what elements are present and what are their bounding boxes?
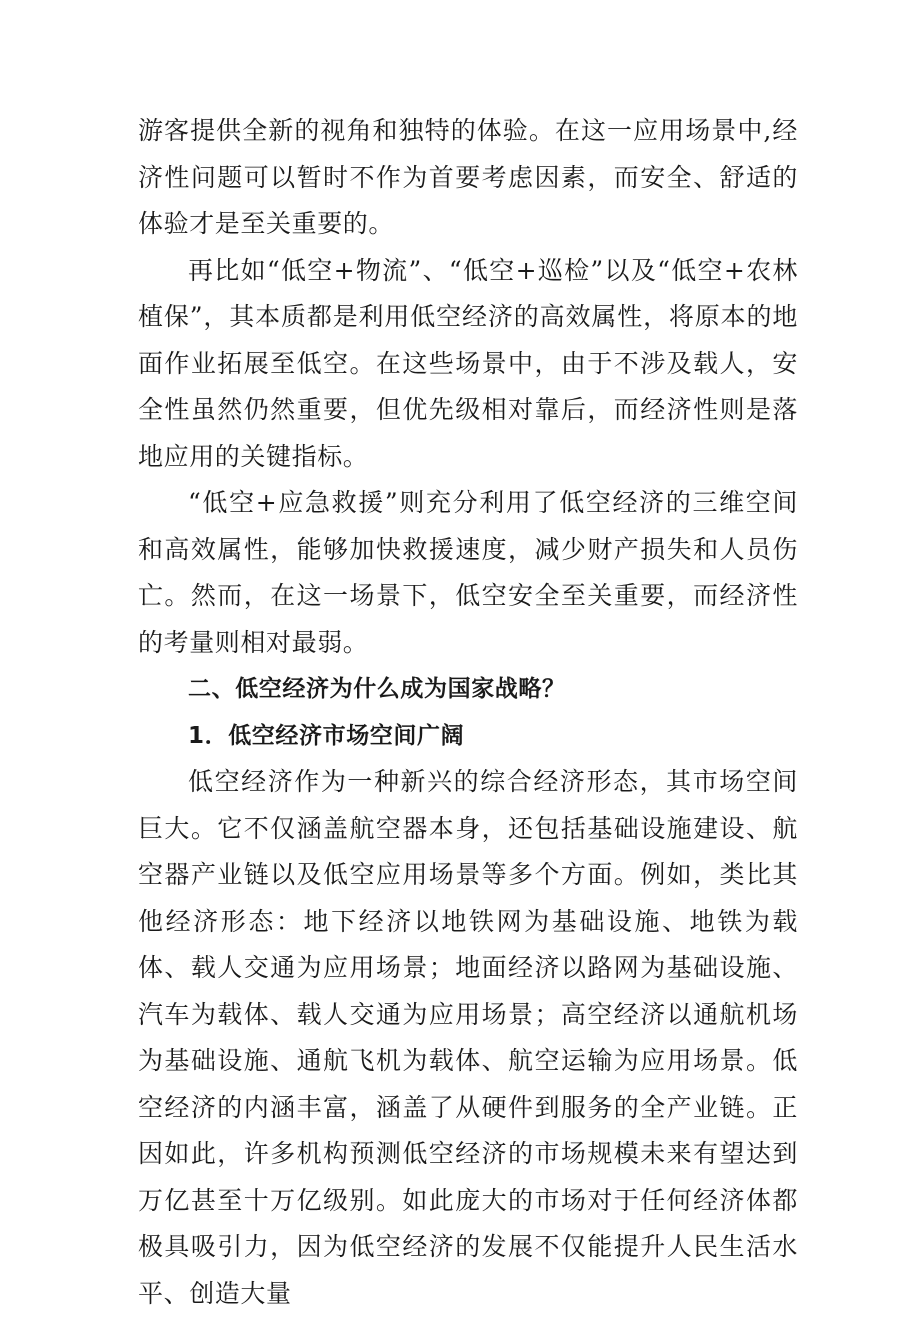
paragraph-logistics-inspection: 再比如“低空+物流”、“低空+巡检”以及“低空+农林植保”，其本质都是利用低空经济的高效属性，将原本的地面作业拓展至低空。在这些场景中，由于不涉及载人，安全性虽然仍然重要，但优先级相对靠后，而经济性则是落地应用的关键指标。 [138,255,798,471]
paragraph-market-space: 低空经济作为一种新兴的综合经济形态，其市场空间巨大。它不仅涵盖航空器本身，还包括基础设施建设、航空器产业链以及低空应用场景等多个方面。例如，类比其他经济形态：地下经济以地铁网为基础设施、地铁为载体、载人交通为应用场景；地面经济以路网为基础设施、汽车为载体、载人交通为应用场景；高空经济以通航机场为基础设施、通航飞机为载体、航空运输为应用场景。低空经济的内涵丰富，涵盖了从硬件到服务的全产业链。正因如此，许多机构预测低空经济的市场规模未来有望达到万亿甚至十万亿级别。如此庞大的市场对于任何经济体都极具吸引力，因为低空经济的发展不仅能提升人民生活水平、创造大量 [138,767,798,1308]
document-page [138,108,798,1317]
paragraph-emergency-rescue: “低空+应急救援”则充分利用了低空经济的三维空间和高效属性，能够加快救援速度，减少财产损失和人员伤亡。然而，在这一场景下，低空安全至关重要，而经济性的考量则相对最弱。 [138,488,798,657]
subsection-heading: 1．低空经济市场空间广阔 [188,722,465,749]
section-heading: 二、低空经济为什么成为国家战略？ [188,676,566,702]
paragraph-tourism-continuation: 游客提供全新的视角和独特的体验。在这一应用场景中,经济性问题可以暂时不作为首要考虑因素，而安全、舒适的体验才是至关重要的。 [138,116,798,238]
